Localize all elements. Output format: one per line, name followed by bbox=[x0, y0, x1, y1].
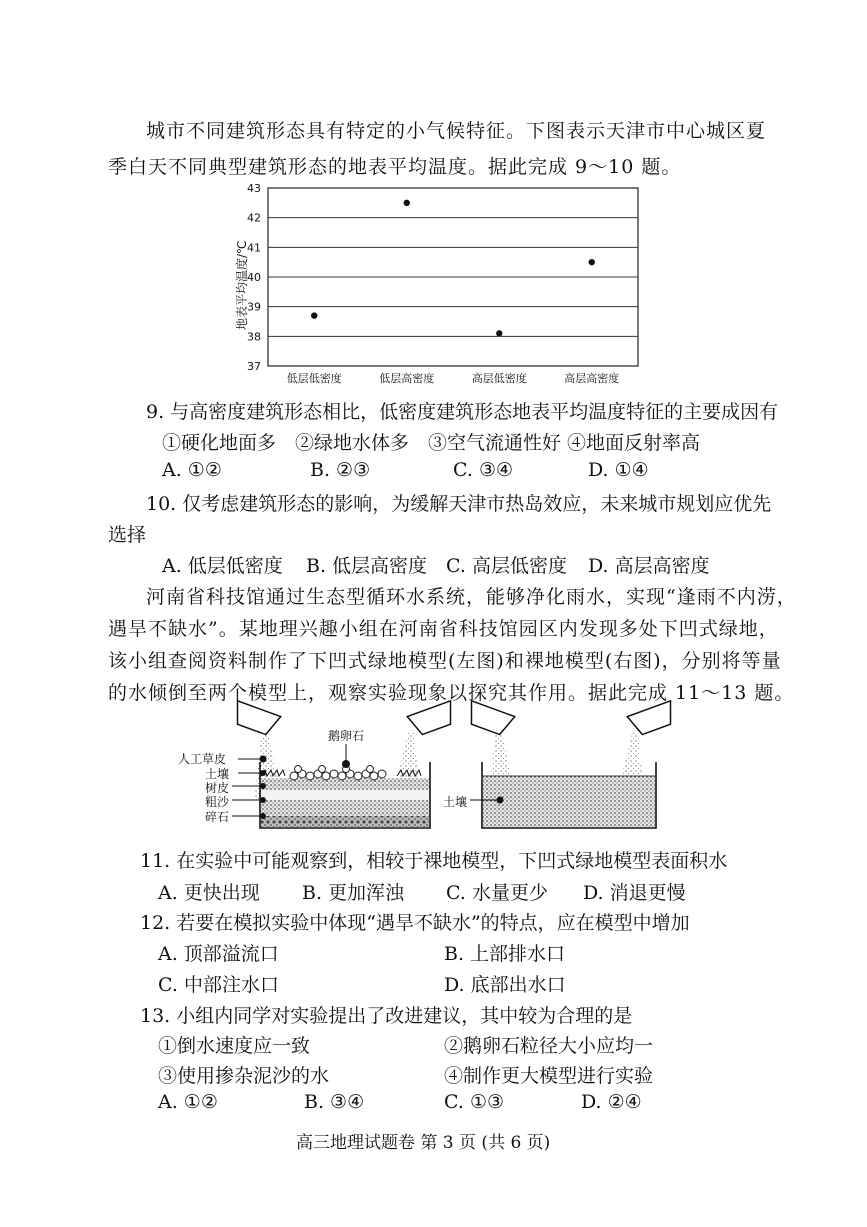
q13-option-b[interactable]: B. ③④ bbox=[304, 1091, 365, 1113]
intro2-line1: 河南省科技馆通过生态型循环水系统，能够净化雨水，实现“逢雨不内涝， bbox=[146, 586, 797, 608]
intro2-line3: 该小组查阅资料制作了下凹式绿地模型(左图)和裸地模型(右图)，分别将等量 bbox=[108, 650, 782, 672]
q11-option-c[interactable]: C. 水量更少 bbox=[446, 882, 548, 904]
q10-option-d[interactable]: D. 高层高密度 bbox=[588, 555, 710, 577]
y-tick-label: 39 bbox=[247, 300, 261, 314]
q9-option-d[interactable]: D. ①④ bbox=[588, 459, 649, 481]
intro1-line2: 季白天不同典型建筑形态的地表平均温度。据此完成 9～10 题。 bbox=[108, 156, 682, 178]
intro2-line4: 的水倾倒至两个模型上，观察实验现象以探究其作用。据此完成 11～13 题。 bbox=[108, 682, 795, 704]
q9-option-a[interactable]: A. ①② bbox=[162, 459, 222, 481]
chart-svg bbox=[220, 180, 650, 390]
y-tick-label: 42 bbox=[247, 211, 261, 225]
label-pebbles: 鹅卵石 bbox=[328, 729, 365, 743]
q10-option-a[interactable]: A. 低层低密度 bbox=[162, 555, 283, 577]
y-tick-label: 41 bbox=[247, 241, 261, 255]
q9-option-b[interactable]: B. ②③ bbox=[310, 459, 371, 481]
q11-option-a[interactable]: A. 更快出现 bbox=[158, 882, 260, 904]
q13-option-a[interactable]: A. ①② bbox=[158, 1091, 218, 1113]
y-tick-label: 37 bbox=[247, 360, 261, 373]
label-soil-left: 土壤 bbox=[205, 767, 230, 781]
chart-ylabel: 地表平均温度/℃ bbox=[235, 240, 249, 330]
intro1-line1: 城市不同建筑形态具有特定的小气候特征。下图表示天津市中心城区夏 bbox=[146, 120, 767, 142]
q12-option-d[interactable]: D. 底部出水口 bbox=[444, 974, 566, 996]
q13-option-c[interactable]: C. ①③ bbox=[444, 1091, 505, 1113]
y-tick-label: 40 bbox=[247, 271, 261, 284]
label-artificial-turf: 人工草皮 bbox=[178, 752, 227, 766]
x-tick-label: 高层低密度 bbox=[471, 372, 527, 385]
q10-option-c[interactable]: C. 高层低密度 bbox=[446, 555, 567, 577]
q13-item-3: ③使用掺杂泥沙的水 bbox=[158, 1065, 330, 1087]
q9-stem: 9. 与高密度建筑形态相比，低密度建筑形态地表平均温度特征的主要成因有 bbox=[146, 401, 779, 423]
experiment-svg bbox=[170, 700, 690, 835]
q11-option-b[interactable]: B. 更加浑浊 bbox=[302, 882, 405, 904]
q9-items: ①硬化地面多 ②绿地水体多 ③空气流通性好 ④地面反射率高 bbox=[162, 432, 701, 454]
q12-option-a[interactable]: A. 顶部溢流口 bbox=[158, 943, 279, 965]
q10-stem-line2: 选择 bbox=[108, 524, 147, 546]
experiment-figure bbox=[170, 700, 690, 835]
label-bark: 树皮 bbox=[205, 781, 230, 795]
q13-stem: 13. 小组内同学对实验提出了改进建议，其中较为合理的是 bbox=[140, 1005, 633, 1027]
q12-stem: 12. 若要在模拟实验中体现“遇旱不缺水”的特点，应在模型中增加 bbox=[140, 912, 690, 934]
y-tick-label: 43 bbox=[247, 182, 261, 195]
bare-soil-model bbox=[464, 701, 678, 828]
data-point bbox=[496, 330, 502, 336]
label-soil-right: 土壤 bbox=[443, 795, 468, 809]
green-space-model bbox=[230, 701, 458, 828]
y-tick-label: 38 bbox=[247, 330, 261, 344]
q10-option-b[interactable]: B. 低层高密度 bbox=[306, 555, 428, 577]
data-point bbox=[404, 200, 410, 206]
data-point bbox=[589, 259, 595, 265]
q9-option-c[interactable]: C. ③④ bbox=[453, 459, 514, 481]
label-coarse-sand: 粗沙 bbox=[205, 795, 230, 809]
q11-stem: 11. 在实验中可能观察到，相较于裸地模型，下凹式绿地模型表面积水 bbox=[140, 850, 728, 872]
q13-item-2: ②鹅卵石粒径大小应均一 bbox=[444, 1035, 654, 1057]
intro2-line2: 遇旱不缺水”。某地理兴趣小组在河南省科技馆园区内发现多处下凹式绿地， bbox=[108, 618, 779, 640]
x-tick-label: 低层低密度 bbox=[286, 372, 342, 385]
x-tick-label: 高层高密度 bbox=[564, 372, 620, 385]
q13-item-1: ①倒水速度应一致 bbox=[158, 1035, 311, 1057]
data-point bbox=[311, 312, 317, 318]
x-tick-label: 低层高密度 bbox=[379, 372, 435, 385]
q13-option-d[interactable]: D. ②④ bbox=[581, 1091, 642, 1113]
q11-option-d[interactable]: D. 消退更慢 bbox=[583, 882, 686, 904]
label-gravel: 碎石 bbox=[205, 810, 230, 824]
q13-item-4: ④制作更大模型进行实验 bbox=[444, 1065, 654, 1087]
q12-option-b[interactable]: B. 上部排水口 bbox=[444, 943, 566, 965]
q12-option-c[interactable]: C. 中部注水口 bbox=[158, 974, 279, 996]
page-footer: 高三地理试题卷 第 3 页 (共 6 页) bbox=[296, 1133, 551, 1153]
temperature-chart bbox=[220, 180, 650, 390]
q10-stem-line1: 10. 仅考虑建筑形态的影响，为缓解天津市热岛效应，未来城市规划应优先 bbox=[146, 493, 772, 515]
